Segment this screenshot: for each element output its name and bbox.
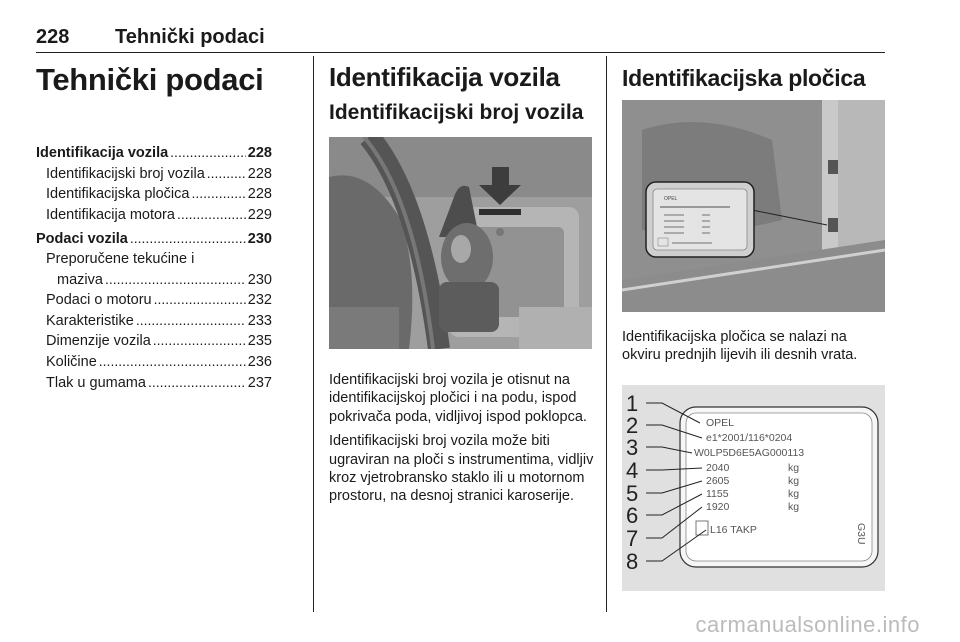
toc-page-number: 230 xyxy=(247,231,272,248)
plate-location-paragraph: Identifikacijska pločica se nalazi na okviru prednjih lijevih ili desnih vrata. xyxy=(622,329,858,364)
toc-leader-dots xyxy=(170,143,246,163)
column-divider xyxy=(606,56,607,612)
section-title: Identifikacijska pločica xyxy=(622,65,866,91)
plate-weight-2: 2605 xyxy=(706,474,730,487)
toc-entry[interactable] xyxy=(36,373,272,394)
toc-page-number: 228 xyxy=(247,145,272,161)
toc-entry-text: Identifikacija motora xyxy=(46,206,175,223)
callout-2: 2 xyxy=(626,412,639,438)
vin-column xyxy=(329,60,594,512)
plate-weight-4: 1920 xyxy=(706,500,730,513)
toc-leader-dots xyxy=(177,205,246,225)
toc-entry-text: Identifikacija vozila xyxy=(36,145,169,161)
door-frame-illustration xyxy=(622,100,885,312)
section-title: Identifikacija vozila xyxy=(329,62,560,92)
toc-page-number: 228 xyxy=(247,165,272,182)
toc-entry-text: Identifikacijska pločica xyxy=(46,186,190,203)
plate-unit-2: kg xyxy=(788,474,800,487)
running-header xyxy=(36,22,885,53)
toc-entry-text: Identifikacijski broj vozila xyxy=(46,165,205,182)
callout-8: 8 xyxy=(626,548,639,574)
toc-leader-dots xyxy=(148,373,246,393)
toc-entry[interactable] xyxy=(36,205,272,226)
page-number: 228 xyxy=(36,26,70,48)
toc-leader-dots xyxy=(136,311,246,331)
toc-page-number: 228 xyxy=(247,186,272,203)
vin-paragraph-2: Identifikacijski broj vozila može biti ugraviran na ploči s instrumentima, vidljiv kroz vjetrobransko staklo ili u motornom prostoru, na desnoj stranici karoserije. xyxy=(329,433,594,505)
toc-page-number: 230 xyxy=(247,271,272,288)
plate-vin: W0LP5D6E5AG000113 xyxy=(694,446,805,459)
toc-page-number: 233 xyxy=(247,312,272,329)
toc-column xyxy=(36,60,272,393)
toc-page-number: 229 xyxy=(247,206,272,223)
callout-7: 7 xyxy=(626,525,639,551)
toc-entry-text: Podaci vozila xyxy=(36,231,128,248)
table-of-contents xyxy=(36,143,272,393)
toc-page-number: 236 xyxy=(247,353,272,370)
toc-entry[interactable] xyxy=(36,270,272,291)
toc-leader-dots xyxy=(130,229,246,249)
toc-entry-text: Podaci o motoru xyxy=(46,292,152,309)
toc-entry[interactable] xyxy=(36,331,272,352)
toc-leader-dots xyxy=(154,290,246,310)
door-frame-photo xyxy=(622,100,885,312)
callout-3: 3 xyxy=(626,434,639,460)
toc-leader-dots xyxy=(191,184,245,204)
toc-entry-text: Dimenzije vozila xyxy=(46,333,151,350)
chapter-title: Tehnički podaci xyxy=(36,62,264,97)
plate-unit-1: kg xyxy=(788,461,800,474)
toc-entry-text: maziva xyxy=(57,271,103,288)
vin-location-photo xyxy=(329,137,592,349)
callout-1: 1 xyxy=(626,390,639,416)
running-title: Tehnički podaci xyxy=(115,26,265,48)
toc-entry-text: Preporučene tekućine i xyxy=(46,250,195,267)
toc-page-number: 237 xyxy=(247,374,272,391)
toc-page-number: 235 xyxy=(247,333,272,350)
toc-entry[interactable] xyxy=(36,250,272,270)
toc-entry-text: Tlak u gumama xyxy=(46,374,146,391)
plate-weight-1: 2040 xyxy=(706,461,730,474)
plate-approval-number: e1*2001/116*0204 xyxy=(706,431,793,444)
toc-entry-text: Karakteristike xyxy=(46,312,134,329)
column-divider xyxy=(313,56,314,612)
plate-unit-3: kg xyxy=(788,487,800,500)
vin-paragraph-1: Identifikacijski broj vozila je otisnut na identifikacijskoj pločici i na podu, ispod pokrivača poda, vidljivoj ispod poklopca. xyxy=(329,372,587,425)
plate-unit-4: kg xyxy=(788,500,800,513)
toc-leader-dots xyxy=(207,164,246,184)
toc-entry-text: Količine xyxy=(46,353,97,370)
plate-callout-diagram xyxy=(622,385,885,591)
plate-column xyxy=(622,60,887,591)
gear-shift-illustration xyxy=(329,137,592,349)
toc-leader-dots xyxy=(105,270,246,290)
toc-entry[interactable] xyxy=(36,352,272,373)
watermark: carmanualsonline.info xyxy=(695,612,920,637)
toc-entry[interactable] xyxy=(36,184,272,205)
toc-section-entry[interactable] xyxy=(36,229,272,250)
plate-side-code: G3U xyxy=(855,522,867,545)
toc-section-entry[interactable] xyxy=(36,143,272,164)
toc-leader-dots xyxy=(153,331,246,351)
callout-4: 4 xyxy=(626,457,639,483)
toc-entry[interactable] xyxy=(36,164,272,185)
plate-diagram xyxy=(622,385,885,591)
toc-entry[interactable] xyxy=(36,311,272,332)
plate-bottom-code: L16 TAKP xyxy=(710,523,757,536)
mini-plate-brand: OPEL xyxy=(664,196,678,202)
toc-page-number: 232 xyxy=(247,292,272,309)
callout-5: 5 xyxy=(626,480,639,506)
callout-6: 6 xyxy=(626,502,639,528)
subsection-title: Identifikacijski broj vozila xyxy=(329,101,584,124)
plate-brand: OPEL xyxy=(706,416,735,429)
toc-entry[interactable] xyxy=(36,290,272,311)
toc-leader-dots xyxy=(99,352,246,372)
plate-weight-3: 1155 xyxy=(706,487,729,500)
